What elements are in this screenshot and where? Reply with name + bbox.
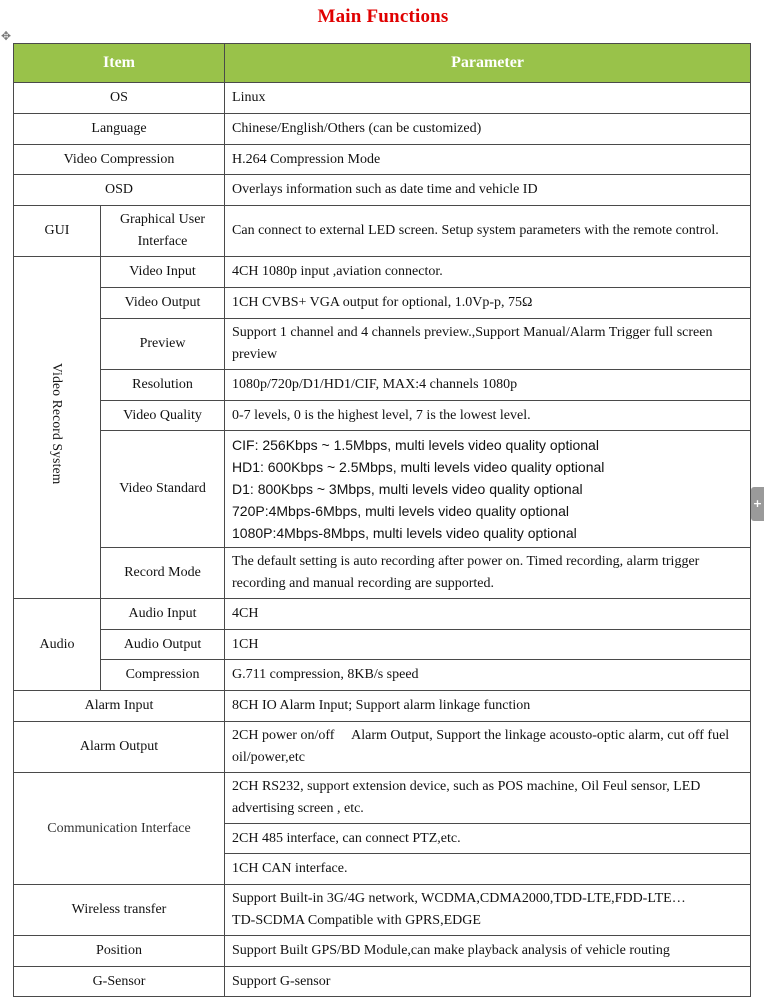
plus-icon[interactable]: + [751,487,764,521]
row-sub-item: Video Quality [101,401,225,431]
row-param: G.711 compression, 8KB/s speed [225,660,751,691]
wireless-line: TD-SCDMA Compatible with GPRS,EDGE [232,913,481,928]
table-row [14,967,751,997]
table-row [14,370,751,401]
row-sub-item: Video Standard [101,431,225,548]
table-row [14,114,751,145]
row-param: 8CH IO Alarm Input; Support alarm linkage function [225,691,751,722]
table-row [14,773,751,824]
table-row [14,431,751,548]
table-row [14,599,751,630]
row-param: 1CH [225,630,751,660]
row-item: Wireless transfer [14,885,225,936]
row-param: 2CH RS232, support extension device, such as POS machine, Oil Feul sensor, LED advertising screen , etc. [225,773,751,824]
group-label-video-record-text: Video Record System [50,362,65,485]
table-row [14,401,751,431]
table-row [14,175,751,206]
table-row [14,691,751,722]
row-param: Chinese/English/Others (can be customized) [225,114,751,145]
row-item-communication: Communication Interface [14,773,225,885]
row-param: Support Built GPS/BD Module,can make playback analysis of vehicle routing [225,936,751,967]
table-row [14,288,751,319]
row-param: H.264 Compression Mode [225,145,751,175]
row-item: OS [14,83,225,114]
row-param: Overlays information such as date time and vehicle ID [225,175,751,206]
video-standard-line: HD1: 600Kbps ~ 2.5Mbps, multi levels video quality optional [232,459,605,475]
row-sub-item: Compression [101,660,225,691]
video-standard-line: 720P:4Mbps-6Mbps, multi levels video quality optional [232,503,569,519]
table-row [14,630,751,660]
group-label-video-record [14,257,101,599]
table-row [14,83,751,114]
group-label-gui: GUI [14,206,101,257]
table-row [14,319,751,370]
row-item: Alarm Output [14,722,225,773]
row-param: Linux [225,83,751,114]
table-header-row [14,44,751,83]
row-sub-item: Resolution [101,370,225,401]
row-param-wireless [225,885,751,936]
row-item: G-Sensor [14,967,225,997]
video-standard-line: 1080P:4Mbps-8Mbps, multi levels video quality optional [232,525,577,541]
row-param: 4CH 1080p input ,aviation connector. [225,257,751,288]
group-label-audio: Audio [14,599,101,691]
video-standard-line: CIF: 256Kbps ~ 1.5Mbps, multi levels video quality optional [232,437,599,453]
move-icon[interactable]: ✥ [1,29,12,43]
row-item: Video Compression [14,145,225,175]
spec-table [13,43,751,997]
table-row [14,660,751,691]
table-row [14,548,751,599]
row-item: Language [14,114,225,145]
row-param: The default setting is auto recording after power on. Timed recording, alarm trigger recording and manual recording are supported. [225,548,751,599]
row-param: 2CH 485 interface, can connect PTZ,etc. [225,824,751,854]
row-item: OSD [14,175,225,206]
row-param: 0-7 levels, 0 is the highest level, 7 is the lowest level. [225,401,751,431]
row-param: 1CH CVBS+ VGA output for optional, 1.0Vp-p, 75Ω [225,288,751,319]
row-param: 2CH power on/off Alarm Output, Support the linkage acousto-optic alarm, cut off fuel oil/power,etc [225,722,751,773]
row-param: Support G-sensor [225,967,751,997]
row-sub-item: Record Mode [101,548,225,599]
table-row [14,885,751,936]
table-row [14,936,751,967]
wireless-line: Support Built-in 3G/4G network, WCDMA,CDMA2000,TDD-LTE,FDD-LTE… [232,891,686,906]
video-standard-line: D1: 800Kbps ~ 3Mbps, multi levels video quality optional [232,481,583,497]
row-sub-item: Preview [101,319,225,370]
table-row [14,257,751,288]
row-param: 1080p/720p/D1/HD1/CIF, MAX:4 channels 1080p [225,370,751,401]
row-param: 1CH CAN interface. [225,854,751,885]
row-sub-item: Video Output [101,288,225,319]
header-parameter: Parameter [225,44,751,83]
row-sub-item: Graphical User Interface [101,206,225,257]
row-param: 4CH [225,599,751,630]
row-sub-item: Audio Input [101,599,225,630]
row-item: Alarm Input [14,691,225,722]
row-item: Position [14,936,225,967]
table-row [14,206,751,257]
row-sub-item: Video Input [101,257,225,288]
row-param: Can connect to external LED screen. Setup system parameters with the remote control. [225,206,751,257]
header-item: Item [14,44,225,83]
page-title: Main Functions [317,6,449,27]
table-row [14,145,751,175]
row-sub-item: Audio Output [101,630,225,660]
table-row [14,722,751,773]
row-param: Support 1 channel and 4 channels preview.,Support Manual/Alarm Trigger full screen preview [225,319,751,370]
row-param-video-standard [225,431,751,548]
